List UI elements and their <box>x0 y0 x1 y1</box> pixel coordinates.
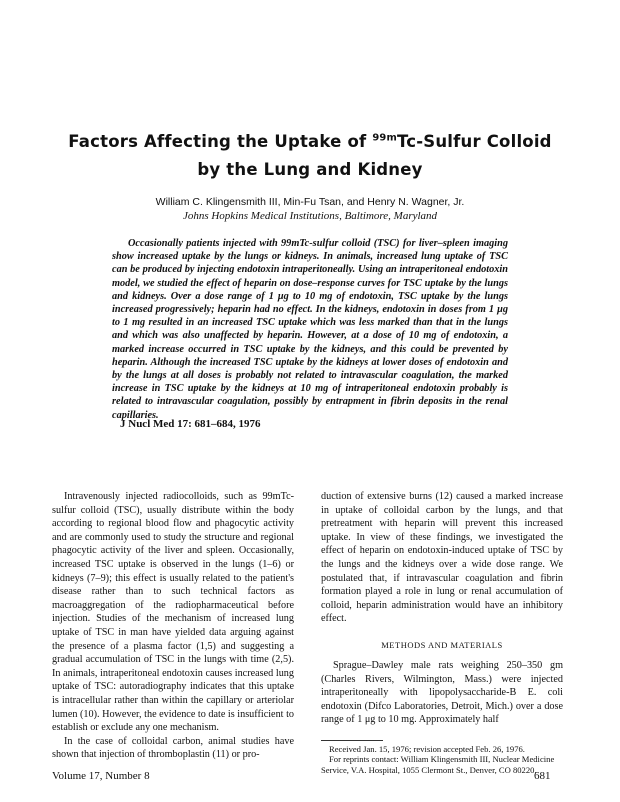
section-heading-methods: METHODS AND MATERIALS <box>381 640 503 650</box>
journal-citation: J Nucl Med 17: 681–684, 1976 <box>120 418 261 430</box>
abstract: Occasionally patients injected with 99mTc-sulfur colloid (TSC) for liver–spleen imaging show increased uptake by the lungs or kidneys. In animals, increased lung uptake of TSC can be produced by injecting endotoxin intraperitoneally. Using an intraperitoneal endotoxin model, we studied the effect of heparin on dose–response curves for TSC uptake by the lungs and kidneys. Over a dose range of 1 μg to 10 mg of endotoxin, TSC uptake by the lungs increased progressively; heparin had no effect. In the kidneys, endotoxin in doses from 1 μg to 1 mg resulted in an increased TSC uptake which was less marked than that in the lungs and which was also unaffected by heparin. However, at a dose of 10 mg of endotoxin, a marked increase occurred in TSC uptake by the kidneys, and this could be prevented by heparin. Although the increased TSC uptake by the kidneys at lower doses of endotoxin and by the lungs at all doses is probably not related to intravascular coagulation, the marked increase in TSC uptake by the kidneys at 10 mg of intraperitoneal endotoxin probably is related to intravascular coagulation, possibly by entrapment in fibrin deposits in the renal capillaries. <box>112 238 508 421</box>
methods-paragraph: Sprague–Dawley male rats weighing 250–350 gm (Charles Rivers, Wilmington, Mass.) were injected intraperitoneally with lipopolysaccharide-B E. coli endotoxin (Difco Laboratories, Detroit, Mich.) over a dose range of 1 μg to 10 mg. Approximately half <box>321 660 563 726</box>
intro-paragraph-continued: duction of extensive burns (12) caused a marked increase in uptake of colloidal carbon by the lungs, and that pretreatment with heparin will prevent this increased uptake. In view of these findings, we investigated the effect of heparin on endotoxin-induced uptake of TSC by the lungs and the kidneys over a wide dose range. We postulated that, if intravascular coagulation and fibrin formation played a role in lung or renal accumulation of colloid, heparin administration would have an inhibitory effect. <box>321 491 563 625</box>
footnote-received: Received Jan. 15, 1976; revision accepted Feb. 26, 1976. <box>329 744 525 754</box>
volume-label: Volume 17, Number 8 <box>52 770 150 782</box>
methods-section <box>321 659 563 727</box>
affiliation: Johns Hopkins Medical Institutions, Baltimore, Maryland <box>182 210 438 222</box>
footnote-divider <box>321 740 383 741</box>
author-list: William C. Klingensmith III, Min-Fu Tsan, and Henry N. Wagner, Jr. <box>155 196 465 208</box>
article-title-line-2: by the Lung and Kidney <box>197 160 423 179</box>
body-column-left <box>52 490 294 762</box>
article-title-line-1: Factors Affecting the Uptake of $^{99m}$Tc-Sulfur Colloid <box>68 132 552 151</box>
intro-paragraph-1: Intravenously injected radiocolloids, such as 99mTc-sulfur colloid (TSC), usually distribute within the body according to regional blood flow and phagocytic activity and are commonly used to study the structure and regional phagocytic activity of the liver and spleen. Occasionally, increased TSC uptake is observed in the lungs (1–6) or kidneys (7–9); this effect is usually related to the patient's disease rather than to such technical factors as macroaggregation of the radiopharmaceutical before injection. Studies of the mechanism of increased lung uptake of TSC in man have yielded data arguing against the presence of a plasma factor (1,5) and suggesting a gradual accumulation of TSC in the lungs with time (2,5). In animals, intraperitoneal endotoxin causes increased lung uptake of TSC: autoradiography indicates that this uptake is intracellular rather than within the capillary or arteriolar lumen (10). However, the evidence to date is insufficient to establish or exclude any one mechanism. <box>52 491 294 734</box>
page-number: 681 <box>534 770 551 782</box>
footnote-reprints: For reprints contact: William Klingensmith III, Nuclear Medicine Service, V.A. Hospital, 1055 Clermont St., Denver, CO 80220. <box>321 754 555 775</box>
footnote <box>321 744 563 775</box>
intro-paragraph-2: In the case of colloidal carbon, animal studies have shown that injection of thromboplastin (11) or pro- <box>52 735 294 761</box>
body-column-right <box>321 490 563 626</box>
